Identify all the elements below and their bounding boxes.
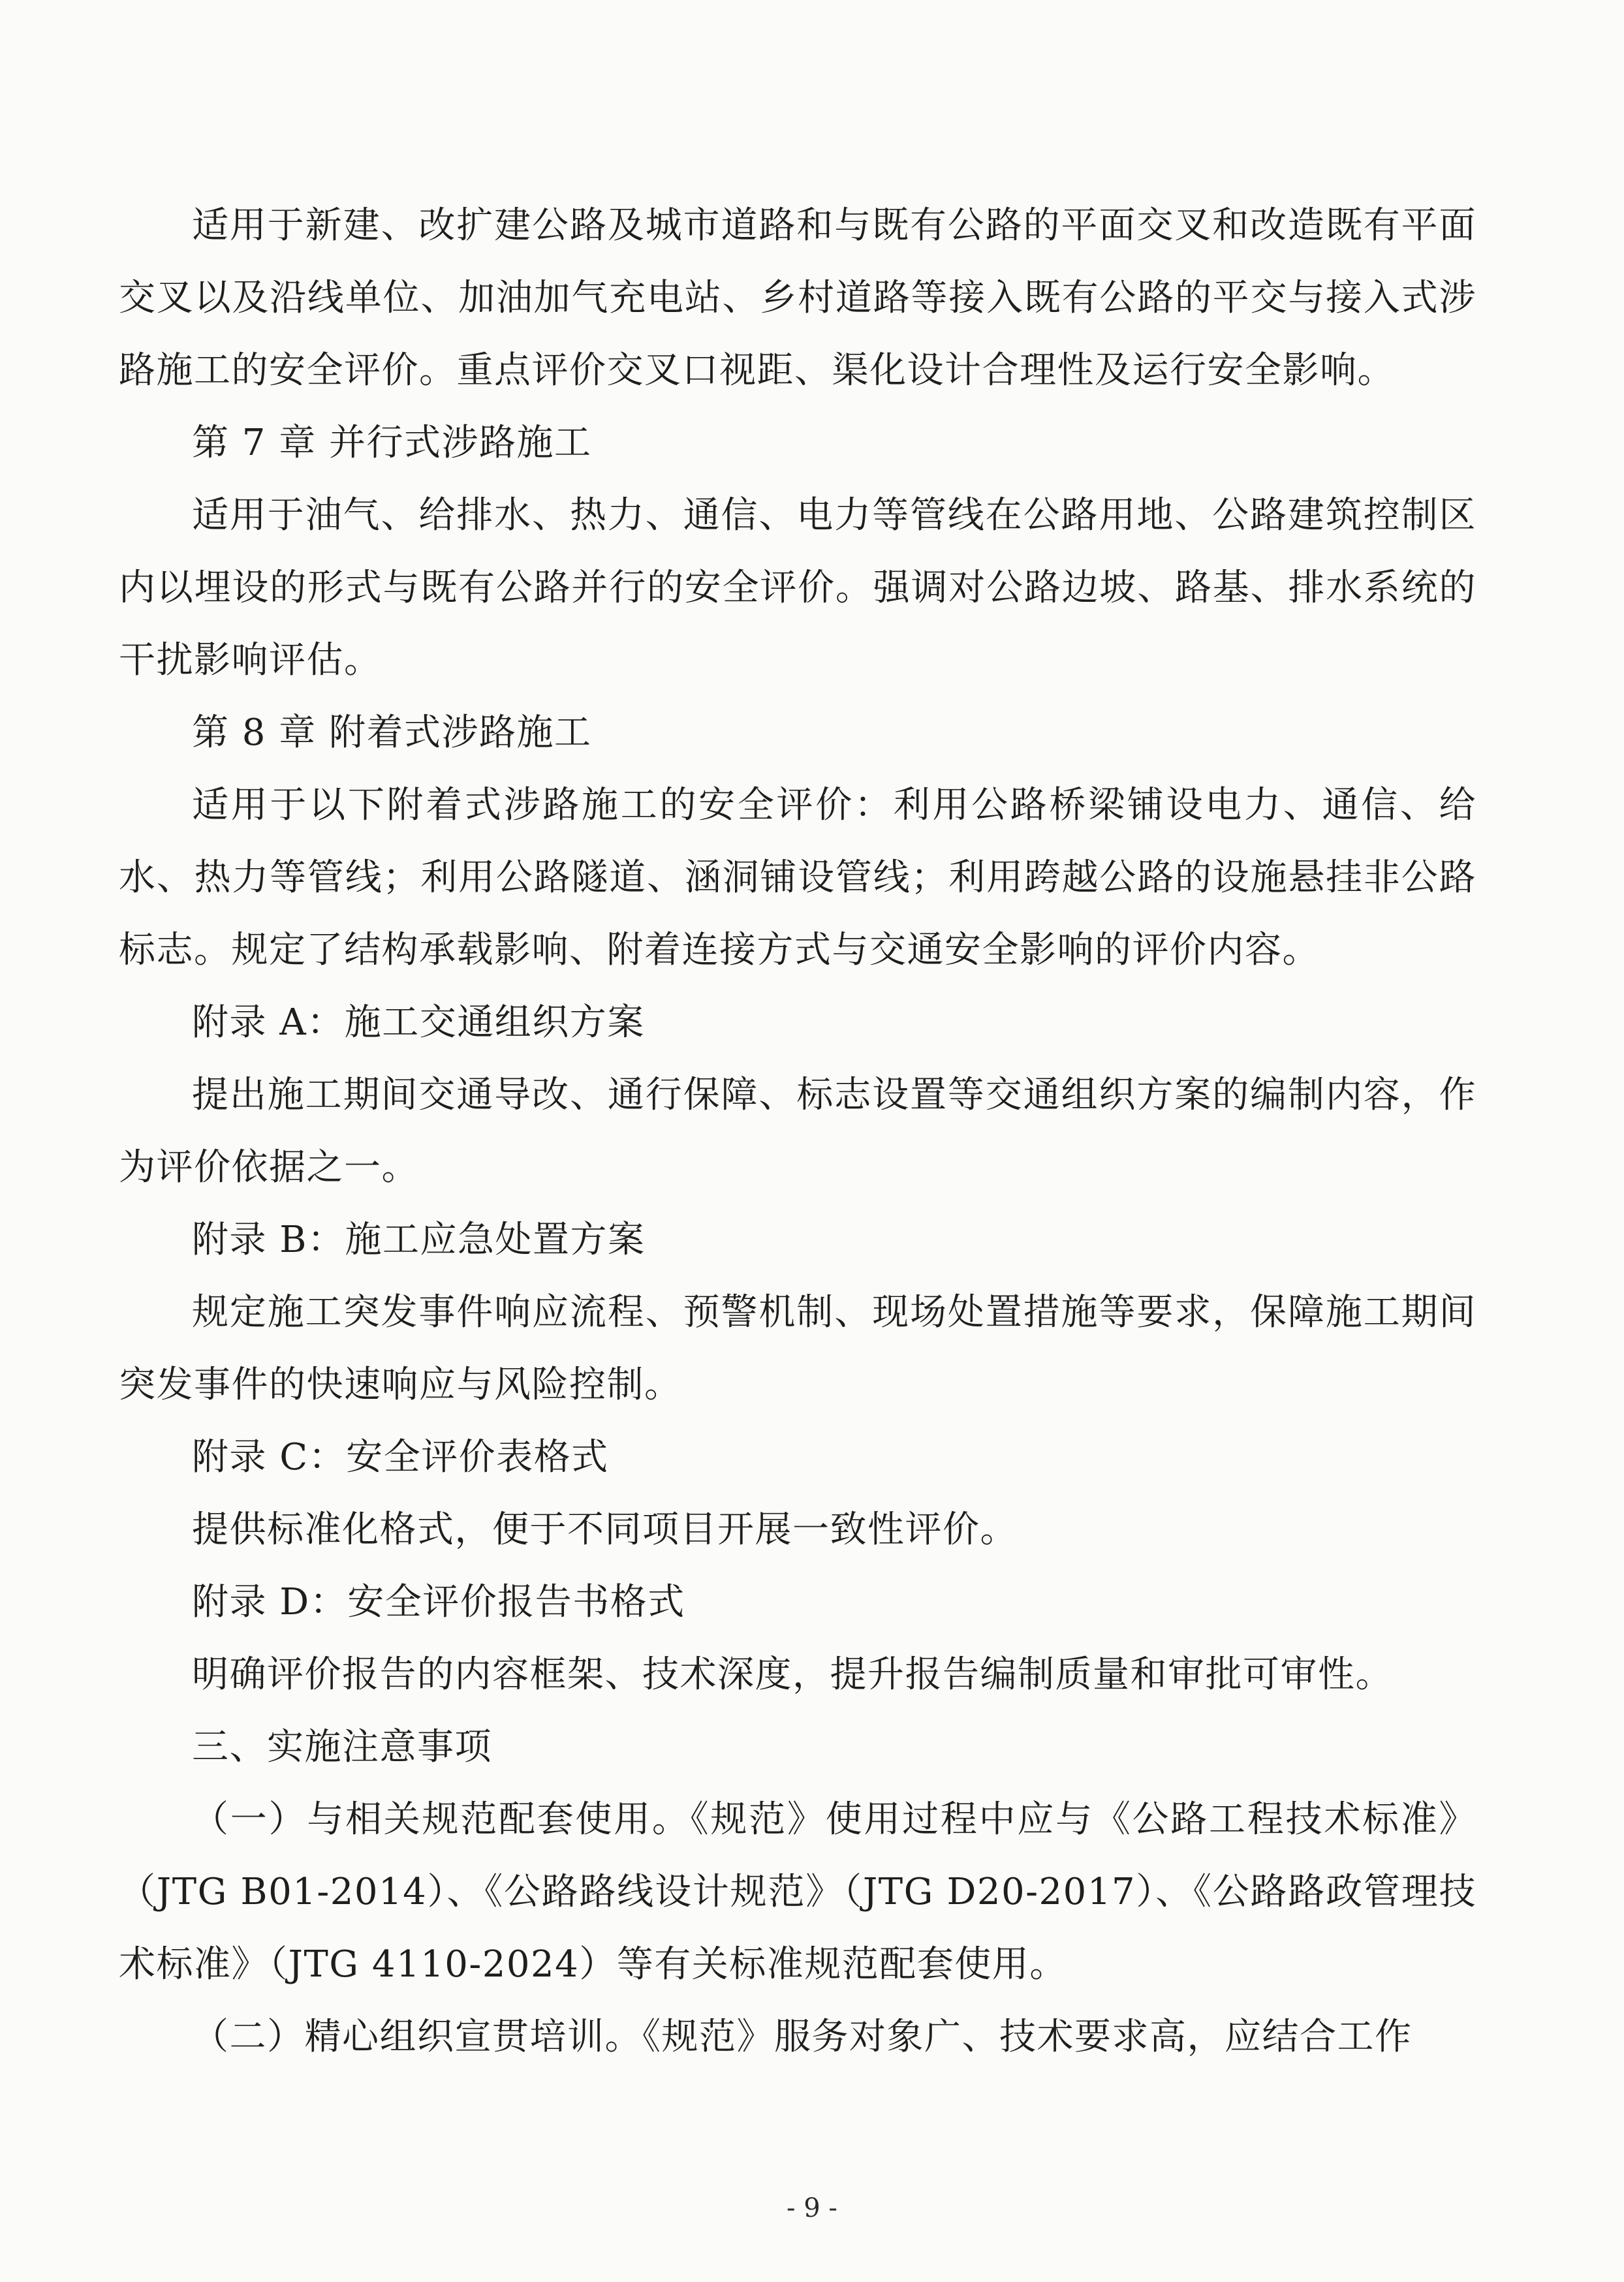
- chapter-7-heading: 第 7 章 并行式涉路施工: [192, 422, 592, 464]
- paragraph-chapter-8-scope: 适用于以下附着式涉路施工的安全评价：利用公路桥梁铺设电力、通信、给水、热力等管线；利用公路隧道、涵洞铺设管线；利用跨越公路的设施悬挂非公路标志。规定了结构承载影响、附着连接方式与交通安全影响的评价内容。: [119, 784, 1476, 971]
- paragraph-appendix-a: 提出施工期间交通导改、通行保障、标志设置等交通组织方案的编制内容，作为评价依据之一。: [119, 1074, 1476, 1189]
- appendix-b-heading: 附录 B：施工应急处置方案: [192, 1219, 646, 1261]
- document-body: [119, 189, 1476, 2073]
- paragraph-appendix-c: 提供标准化格式，便于不同项目开展一致性评价。: [192, 1508, 1018, 1551]
- paragraph-item-1: （一）与相关规范配套使用。《规范》使用过程中应与《公路工程技术标准》（JTG B01-2014）、《公路路线设计规范》（JTG D20-2017）、《公路路政管理技术标准》（JTG 4110-2024）等有关标准规范配套使用。: [119, 1798, 1476, 1986]
- appendix-a-heading: 附录 A：施工交通组织方案: [192, 1001, 645, 1044]
- page-number: - 9 -: [787, 2193, 837, 2223]
- chapter-8-heading: 第 8 章 附着式涉路施工: [192, 711, 592, 754]
- paragraph-chapter-7-scope: 适用于油气、给排水、热力、通信、电力等管线在公路用地、公路建筑控制区内以埋设的形式与既有公路并行的安全评价。强调对公路边坡、路基、排水系统的干扰影响评估。: [119, 494, 1476, 681]
- section-3-heading: 三、实施注意事项: [192, 1726, 492, 1768]
- appendix-c-heading: 附录 C：安全评价表格式: [192, 1436, 609, 1478]
- paragraph-appendix-d: 明确评价报告的内容框架、技术深度，提升报告编制质量和审批可审性。: [192, 1653, 1393, 1696]
- appendix-d-heading: 附录 D：安全评价报告书格式: [192, 1581, 685, 1623]
- paragraph-appendix-b: 规定施工突发事件响应流程、预警机制、现场处置措施等要求，保障施工期间突发事件的快速响应与风险控制。: [119, 1291, 1476, 1406]
- paragraph-plane-crossing-scope: 适用于新建、改扩建公路及城市道路和与既有公路的平面交叉和改造既有平面交叉以及沿线单位、加油加气充电站、乡村道路等接入既有公路的平交与接入式涉路施工的安全评价。重点评价交叉口视距、渠化设计合理性及运行安全影响。: [119, 204, 1476, 392]
- paragraph-item-2: （二）精心组织宣贯培训。《规范》服务对象广、技术要求高，应结合工作: [192, 2016, 1413, 2058]
